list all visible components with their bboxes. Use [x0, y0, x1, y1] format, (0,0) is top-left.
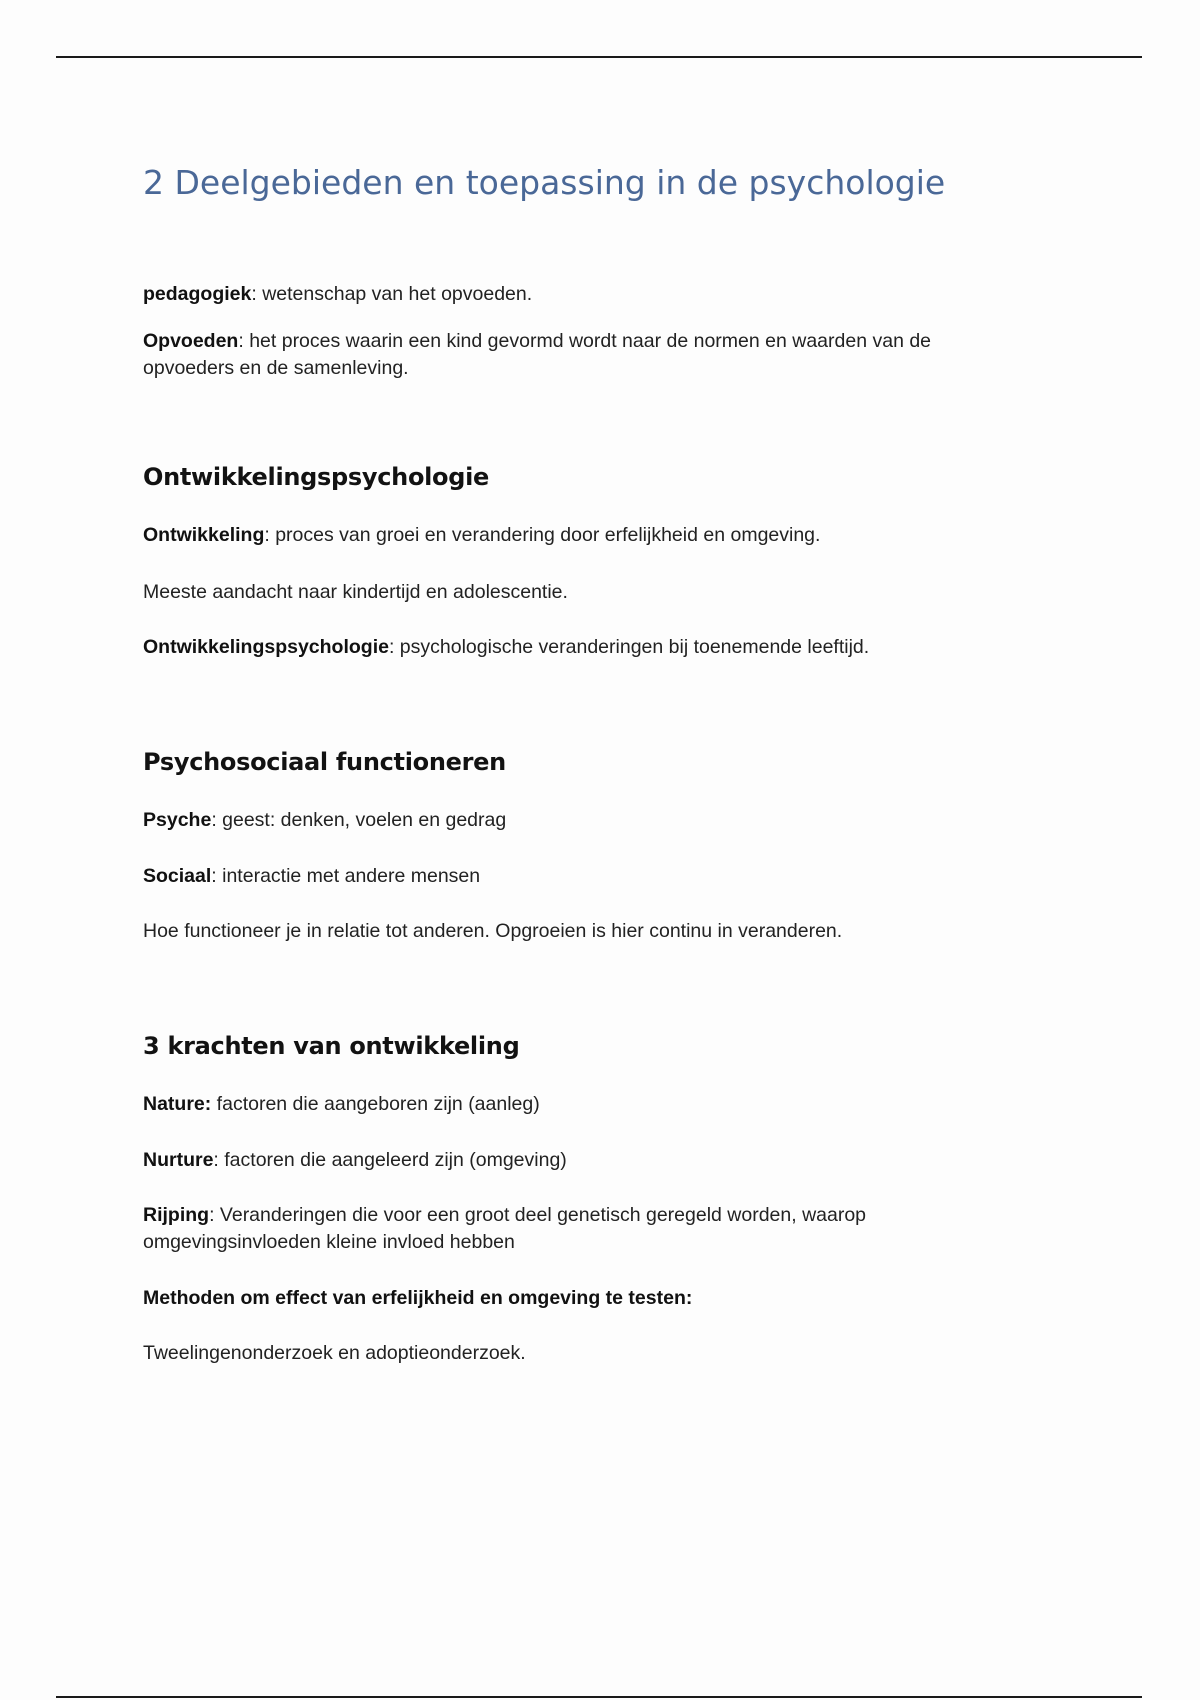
definition: : wetenschap van het opvoeden.	[251, 283, 533, 305]
paragraph-aandacht: Meeste aandacht naar kindertijd en adolescentie.	[143, 581, 568, 603]
page-title: 2 Deelgebieden en toepassing in de psychologie	[143, 163, 946, 202]
definition-continued: omgevingsinvloeden kleine invloed hebben	[143, 1231, 515, 1253]
footer-rule	[56, 1696, 1142, 1698]
definition-rijping	[143, 1202, 866, 1256]
definition: : het proces waarin een kind gevormd wordt naar de normen en waarden van de	[238, 330, 932, 352]
definition-ontwikkelingspsychologie	[143, 634, 869, 661]
term: Methoden om effect van erfelijkheid en omgeving te testen:	[143, 1287, 693, 1309]
term: Rijping	[143, 1204, 210, 1226]
term: Ontwikkelingspsychologie	[143, 636, 389, 658]
paragraph-onderzoek: Tweelingenonderzoek en adoptieonderzoek.	[143, 1342, 526, 1364]
definition-continued: opvoeders en de samenleving.	[143, 357, 409, 379]
definition-opvoeden	[143, 328, 931, 382]
definition-pedagogiek	[143, 281, 532, 308]
term: pedagogiek	[143, 283, 252, 305]
subheading-methoden	[143, 1285, 692, 1312]
definition: : interactie met andere mensen	[211, 865, 481, 887]
definition: : geest: denken, voelen en gedrag	[211, 809, 507, 831]
definition-sociaal	[143, 863, 480, 890]
section-heading-psychosociaal: Psychosociaal functioneren	[143, 748, 506, 776]
definition: : psychologische veranderingen bij toenemende leeftijd.	[388, 636, 870, 658]
section-heading-krachten: 3 krachten van ontwikkeling	[143, 1032, 520, 1060]
definition-nurture	[143, 1147, 567, 1174]
section-heading-ontwikkelingspsychologie: Ontwikkelingspsychologie	[143, 463, 490, 491]
definition: factoren die aangeboren zijn (aanleg)	[211, 1093, 540, 1115]
definition-ontwikkeling	[143, 522, 820, 549]
term: Nurture	[143, 1149, 214, 1171]
term: Ontwikkeling	[143, 524, 265, 546]
definition-psyche	[143, 807, 506, 834]
definition: : factoren die aangeleerd zijn (omgeving)	[213, 1149, 567, 1171]
definition: : proces van groei en verandering door erfelijkheid en omgeving.	[264, 524, 821, 546]
definition: : Veranderingen die voor een groot deel genetisch geregeld worden, waarop	[209, 1204, 867, 1226]
term: Sociaal	[143, 865, 212, 887]
header-rule	[56, 56, 1142, 58]
term: Psyche	[143, 809, 212, 831]
paragraph-functioneren: Hoe functioneer je in relatie tot anderen. Opgroeien is hier continu in veranderen.	[143, 920, 843, 942]
term: Nature:	[143, 1093, 212, 1115]
term: Opvoeden	[143, 330, 239, 352]
definition-nature	[143, 1091, 540, 1118]
